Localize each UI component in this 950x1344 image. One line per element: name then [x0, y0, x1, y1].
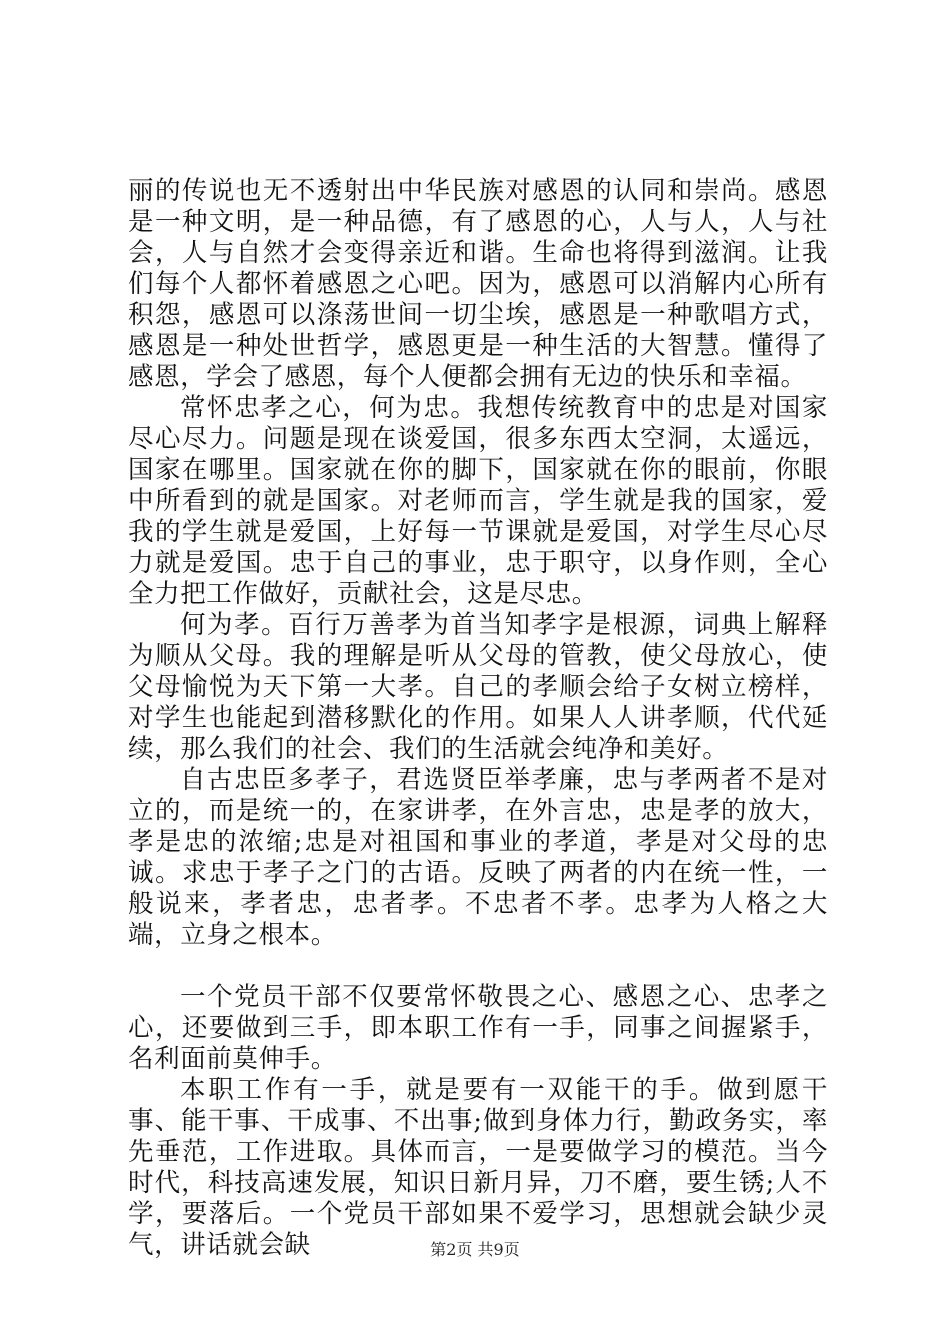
paragraph-spacer	[128, 951, 828, 982]
paragraph-filial-piety: 何为孝。百行万善孝为首当知孝字是根源，词典上解释为顺从父母。我的理解是听从父母的管教，使父母放心，使父母愉悦为天下第一大孝。自己的孝顺会给子女树立榜样，对学生也能起到潜移默化的作用。如果人人讲孝顺，代代延续，那么我们的社会、我们的生活就会纯净和美好。	[128, 610, 828, 764]
page-number-footer: 第2页 共9页	[430, 1240, 520, 1259]
paragraph-loyalty: 常怀忠孝之心，何为忠。我想传统教育中的忠是对国家尽心尽力。问题是现在谈爱国，很多东西太空洞，太遥远，国家在哪里。国家就在你的脚下，国家就在你的眼前，你眼中所看到的就是国家。对老师而言，学生就是我的国家，爱我的学生就是爱国，上好每一节课就是爱国，对学生尽心尽力就是爱国。忠于自己的事业，忠于职守，以身作则，全心全力把工作做好，贡献社会，这是尽忠。	[128, 393, 828, 609]
paragraph-job-skills: 本职工作有一手，就是要有一双能干的手。做到愿干事、能干事、干成事、不出事;做到身体力行，勤政务实，率先垂范，工作进取。具体而言，一是要做学习的模范。当今时代，科技高速发展，知识日新月异，刀不磨，要生锈;人不学，要落后。一个党员干部如果不爱学习，思想就会缺少灵气，讲话就会缺	[128, 1075, 828, 1260]
paragraph-three-hands: 一个党员干部不仅要常怀敬畏之心、感恩之心、忠孝之心，还要做到三手，即本职工作有一手，同事之间握紧手，名利面前莫伸手。	[128, 982, 828, 1074]
paragraph-gratitude-continued: 丽的传说也无不透射出中华民族对感恩的认同和崇尚。感恩是一种文明，是一种品德，有了感恩的心，人与人，人与社会，人与自然才会变得亲近和谐。生命也将得到滋润。让我们每个人都怀着感恩之心吧。因为，感恩可以消解内心所有积怨，感恩可以涤荡世间一切尘埃，感恩是一种歌唱方式，感恩是一种处世哲学，感恩更是一种生活的大智慧。懂得了感恩，学会了感恩，每个人便都会拥有无边的快乐和幸福。	[128, 176, 828, 392]
document-body	[128, 176, 828, 1261]
paragraph-loyalty-and-piety: 自古忠臣多孝子，君选贤臣举孝廉，忠与孝两者不是对立的，而是统一的，在家讲孝，在外言忠，忠是孝的放大，孝是忠的浓缩;忠是对祖国和事业的孝道，孝是对父母的忠诚。求忠于孝子之门的古语。反映了两者的内在统一性，一般说来，孝者忠，忠者孝。不忠者不孝。忠孝为人格之大端，立身之根本。	[128, 765, 828, 950]
